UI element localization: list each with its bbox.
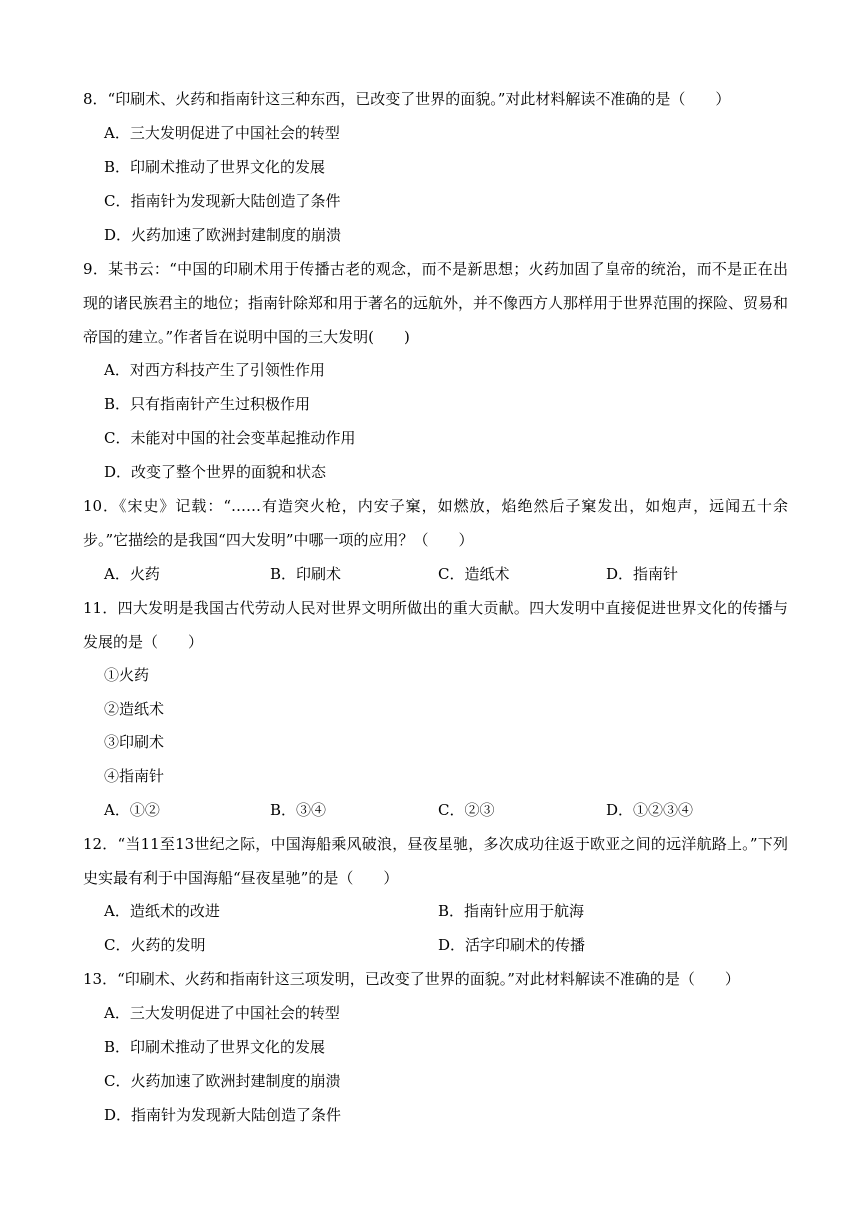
question-13-option-d: D．指南针为发现新大陆创造了条件 <box>104 1106 342 1124</box>
question-11-item-3: ③印刷术 <box>104 733 165 751</box>
question-10-option-d: D．指南针 <box>606 565 679 583</box>
question-11-option-c: C．②③ <box>438 801 495 819</box>
question-8-option-c: C．指南针为发现新大陆创造了条件 <box>104 192 341 210</box>
question-10-option-b: B．印刷术 <box>270 565 342 583</box>
question-12-stem: 12．“当11至13世纪之际，中国海船乘风破浪，昼夜星驰，多次成功往返于欧亚之间的远洋航路上。”下列史实最有利于中国海船“昼夜星驰”的是（ ） <box>83 835 788 887</box>
question-8-stem: 8．“印刷术、火药和指南针这三种东西，已改变了世界的面貌。”对此材料解读不准确的是（ ） <box>83 90 731 108</box>
question-9-option-d: D．改变了整个世界的面貌和状态 <box>104 463 327 481</box>
question-9-option-b: B．只有指南针产生过积极作用 <box>104 395 311 413</box>
question-10-stem: 10．《宋史》记载：“……有造突火枪，内安子窠，如燃放，焰绝然后子窠发出，如炮声，远闻五十余步。”它描绘的是我国“四大发明”中哪一项的应用？（ ） <box>83 497 788 549</box>
question-11-item-2: ②造纸术 <box>104 700 165 718</box>
question-11-option-d: D．①②③④ <box>606 801 694 819</box>
question-11-item-4: ④指南针 <box>104 767 165 785</box>
question-13-option-a: A．三大发明促进了中国社会的转型 <box>104 1004 340 1022</box>
question-13-stem: 13．“印刷术、火药和指南针这三项发明，已改变了世界的面貌。”对此材料解读不准确的是（ ） <box>83 970 740 988</box>
question-12-option-a: A．造纸术的改进 <box>104 902 220 920</box>
question-12-option-b: B．指南针应用于航海 <box>438 902 585 920</box>
question-8-option-d: D．火药加速了欧洲封建制度的崩溃 <box>104 226 342 244</box>
question-10-option-a: A．火药 <box>104 565 160 583</box>
question-11-stem: 11．四大发明是我国古代劳动人民对世界文明所做出的重大贡献。四大发明中直接促进世界文化的传播与发展的是（ ） <box>83 599 788 651</box>
question-8-option-a: A．三大发明促进了中国社会的转型 <box>104 124 340 142</box>
question-8-option-b: B．印刷术推动了世界文化的发展 <box>104 158 326 176</box>
question-11-item-1: ①火药 <box>104 666 150 684</box>
question-11-option-b: B．③④ <box>270 801 327 819</box>
question-9-option-a: A．对西方科技产生了引领性作用 <box>104 361 325 379</box>
question-12-option-c: C．火药的发明 <box>104 936 206 954</box>
question-9-option-c: C．未能对中国的社会变革起推动作用 <box>104 429 356 447</box>
question-12-option-d: D．活字印刷术的传播 <box>438 936 586 954</box>
question-13-option-b: B．印刷术推动了世界文化的发展 <box>104 1038 326 1056</box>
question-13-option-c: C．火药加速了欧洲封建制度的崩溃 <box>104 1072 341 1090</box>
question-9-stem: 9．某书云：“中国的印刷术用于传播古老的观念，而不是新思想；火药加固了皇帝的统治，而不是正在出现的诸民族君主的地位；指南针除郑和用于著名的远航外，并不像西方人那样用于世界范围的探险、贸易和帝国的建立。”作者旨在说明中国的三大发明( ) <box>83 260 789 346</box>
question-10-option-c: C．造纸术 <box>438 565 510 583</box>
question-11-option-a: A．①② <box>104 801 160 819</box>
